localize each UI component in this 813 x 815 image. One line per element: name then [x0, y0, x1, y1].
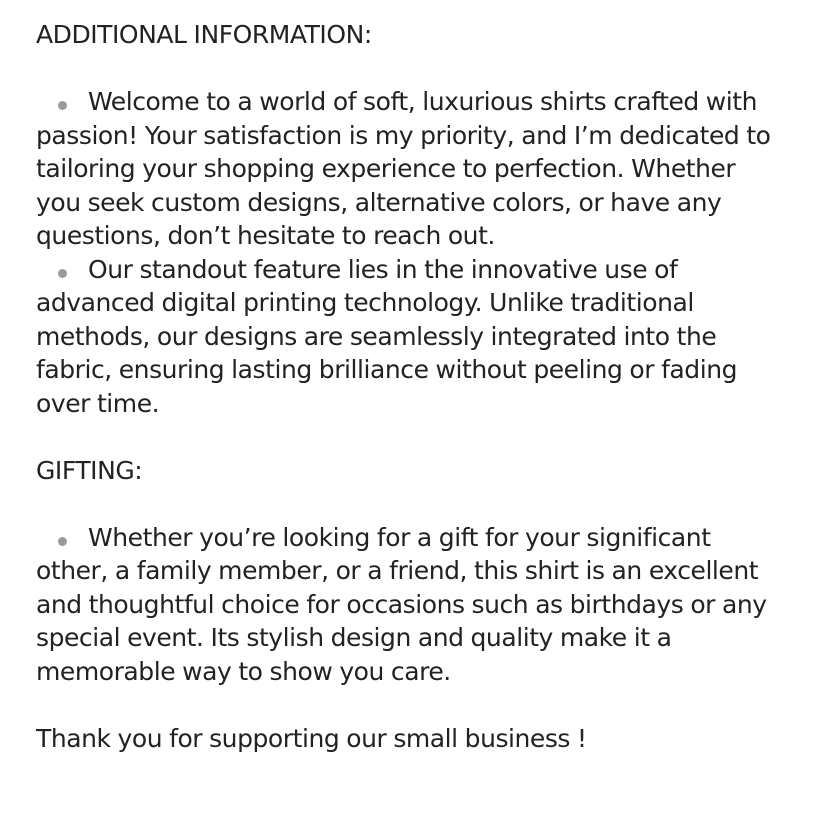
- bullet-item: [36, 253, 786, 421]
- bullet-item: [36, 85, 786, 253]
- bullet-text: Whether you’re looking for a gift for your significant other, a family member, or a friend, this shirt is an excellent and thoughtful choice for occasions such as birthdays or any special event. Its stylish design and quality make it a memorable way to show you care.: [36, 522, 767, 686]
- bullet-text: Welcome to a world of soft, luxurious shirts crafted with passion! Your satisfaction is my priority, and I’m dedicated to tailoring your shopping experience to perfection. Whether you seek custom designs, alternative colors, or have any questions, don’t hesitate to reach out.: [36, 87, 771, 250]
- spacer: [36, 688, 786, 722]
- bullet-text: Our standout feature lies in the innovative use of advanced digital printing technology. Unlike traditional methods, our designs are seamlessly integrated into the fabric, ensuring lasting brilliance without peeling or fading over time.: [36, 254, 738, 418]
- bullet-item: [36, 521, 786, 689]
- spacer: [36, 487, 786, 521]
- spacer: [36, 420, 786, 454]
- product-description: [36, 18, 786, 755]
- section-heading-gifting: GIFTING:: [36, 455, 143, 485]
- spacer: [36, 52, 786, 86]
- closing-message: Thank you for supporting our small business !: [36, 723, 587, 753]
- section-heading-additional-information: ADDITIONAL INFORMATION:: [36, 20, 372, 49]
